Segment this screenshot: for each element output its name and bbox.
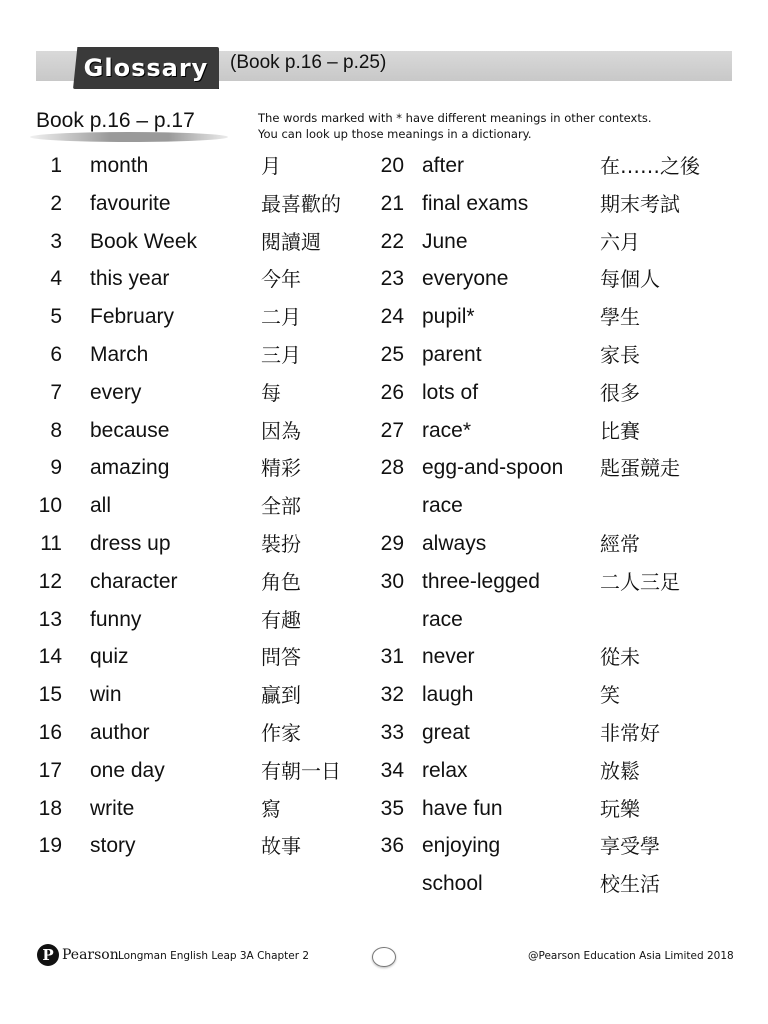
entry-translation: 今年 bbox=[261, 267, 301, 292]
entry-number: 16 bbox=[38, 721, 62, 744]
entry-number: 20 bbox=[380, 154, 404, 177]
entry-word: race bbox=[422, 494, 463, 518]
entry-translation: 匙蛋競走 bbox=[600, 456, 680, 481]
entry-translation: 有朝一日 bbox=[261, 758, 341, 783]
glossary-entry bbox=[0, 755, 768, 787]
glossary-entry bbox=[0, 528, 768, 560]
note bbox=[258, 110, 652, 142]
entry-translation: 玩樂 bbox=[600, 796, 640, 821]
footer-book-title: Longman English Leap 3A Chapter 2 bbox=[118, 950, 310, 962]
entry-word: after bbox=[422, 154, 465, 177]
entry-word: author bbox=[90, 721, 150, 744]
entry-number: 32 bbox=[380, 683, 404, 707]
entry-number: 18 bbox=[38, 796, 62, 820]
entry-word: Book Week bbox=[90, 229, 197, 253]
entry-translation: 二月 bbox=[261, 305, 301, 330]
entry-word: quiz bbox=[90, 645, 129, 669]
entry-translation: 期末考試 bbox=[600, 191, 680, 216]
glossary-entry bbox=[0, 263, 768, 295]
entry-number: 27 bbox=[380, 418, 404, 442]
entry-translation: 三月 bbox=[261, 343, 301, 367]
section-title: Book p.16 – p.17 bbox=[36, 109, 195, 132]
entry-word: story bbox=[90, 834, 136, 858]
entry-translation: 裝扮 bbox=[261, 532, 301, 556]
entry-word: school bbox=[422, 872, 483, 896]
entry-word: because bbox=[90, 418, 170, 442]
entry-translation: 很多 bbox=[600, 380, 640, 405]
entry-number: 34 bbox=[380, 758, 404, 782]
entry-word: write bbox=[90, 796, 135, 820]
entry-translation: 家長 bbox=[600, 343, 640, 367]
entry-word: always bbox=[422, 532, 487, 555]
entry-word: parent bbox=[422, 343, 482, 366]
entry-number: 13 bbox=[38, 607, 62, 631]
entry-translation: 問答 bbox=[261, 645, 301, 670]
entry-word: month bbox=[90, 154, 149, 177]
entry-word: win bbox=[90, 683, 122, 707]
pearson-logo-icon: P bbox=[37, 944, 59, 966]
entry-translation: 最喜歡的 bbox=[261, 191, 341, 216]
glossary-entry bbox=[0, 793, 768, 825]
entry-word: every bbox=[90, 380, 142, 404]
glossary-entry bbox=[0, 301, 768, 333]
entry-number: 26 bbox=[380, 380, 404, 404]
entry-word: lots of bbox=[422, 380, 479, 404]
entry-word: March bbox=[90, 343, 149, 366]
entry-number: 36 bbox=[380, 834, 404, 858]
entry-translation: 享受學 bbox=[600, 834, 660, 859]
glossary-entry bbox=[0, 868, 768, 900]
entry-translation: 笑 bbox=[600, 683, 620, 708]
glossary-entry bbox=[0, 339, 768, 371]
entry-translation: 放鬆 bbox=[600, 758, 640, 783]
entry-translation: 二人三足 bbox=[600, 569, 680, 594]
entry-number: 15 bbox=[38, 683, 62, 707]
entry-number: 29 bbox=[380, 532, 404, 555]
entry-word: final exams bbox=[422, 191, 529, 215]
entry-word: never bbox=[422, 645, 475, 669]
entry-word: favourite bbox=[90, 191, 171, 215]
glossary-entry bbox=[0, 377, 768, 409]
entry-translation: 有趣 bbox=[261, 607, 301, 632]
entry-number: 31 bbox=[380, 645, 404, 669]
entry-word: have fun bbox=[422, 796, 503, 820]
entry-word: egg-and-spoon bbox=[422, 456, 564, 480]
entry-number: 11 bbox=[40, 532, 62, 555]
entry-number: 14 bbox=[38, 645, 62, 669]
entry-number: 24 bbox=[380, 305, 404, 329]
entry-word: dress up bbox=[90, 532, 171, 555]
entry-word: enjoying bbox=[422, 834, 501, 858]
footer-copyright: @Pearson Education Asia Limited 2018 bbox=[528, 950, 734, 962]
entry-translation: 故事 bbox=[261, 834, 301, 859]
entry-number: 28 bbox=[380, 456, 404, 480]
entry-number: 30 bbox=[380, 569, 404, 593]
glossary-entry bbox=[0, 679, 768, 711]
entry-number: 21 bbox=[380, 191, 404, 215]
page-range: (Book p.16 – p.25) bbox=[230, 52, 387, 73]
footer-brand: Pearson bbox=[62, 947, 119, 963]
entry-number: 22 bbox=[380, 229, 404, 253]
glossary-entry bbox=[0, 226, 768, 258]
entry-word: this year bbox=[90, 267, 170, 291]
entry-translation: 月 bbox=[261, 154, 281, 178]
glossary-entry bbox=[0, 641, 768, 673]
entry-translation: 從未 bbox=[600, 645, 640, 670]
glossary-entry bbox=[0, 830, 768, 862]
note-line: The words marked with * have different meanings in other contexts. bbox=[258, 111, 652, 125]
entry-number: 19 bbox=[38, 834, 62, 858]
entry-translation: 因為 bbox=[261, 418, 301, 443]
entry-number: 12 bbox=[38, 569, 62, 593]
entry-number: 9 bbox=[50, 456, 62, 480]
entry-word: three-legged bbox=[422, 569, 540, 593]
entry-translation: 非常好 bbox=[600, 721, 660, 745]
entry-translation: 作家 bbox=[261, 721, 301, 745]
entry-translation: 角色 bbox=[261, 569, 301, 594]
glossary-entry bbox=[0, 452, 768, 484]
glossary-entry bbox=[0, 188, 768, 220]
entry-translation: 經常 bbox=[600, 532, 640, 556]
entry-word: amazing bbox=[90, 456, 170, 480]
entry-translation: 六月 bbox=[600, 229, 640, 254]
entry-translation: 閱讀週 bbox=[261, 229, 321, 254]
entry-word: everyone bbox=[422, 267, 509, 291]
entry-translation: 校生活 bbox=[600, 872, 660, 897]
entry-word: pupil* bbox=[422, 305, 475, 329]
entry-word: one day bbox=[90, 758, 165, 782]
entry-translation: 每個人 bbox=[600, 267, 660, 292]
note-line: You can look up those meanings in a dictionary. bbox=[258, 127, 532, 141]
entry-word: relax bbox=[422, 758, 468, 782]
glossary-entry bbox=[0, 150, 768, 182]
entry-translation: 每 bbox=[261, 380, 281, 405]
entry-word: great bbox=[422, 721, 470, 744]
entry-word: laugh bbox=[422, 683, 474, 707]
entry-word: all bbox=[90, 494, 112, 518]
entry-word: race* bbox=[422, 418, 472, 442]
entry-translation: 寫 bbox=[261, 796, 281, 821]
glossary-entry bbox=[0, 566, 768, 598]
entry-translation: 在……之後 bbox=[600, 154, 700, 178]
glossary-entry bbox=[0, 717, 768, 749]
glossary-entry bbox=[0, 415, 768, 447]
entry-translation: 比賽 bbox=[600, 418, 640, 443]
entry-number: 8 bbox=[50, 418, 62, 442]
entry-word: February bbox=[90, 305, 175, 329]
entry-number: 10 bbox=[38, 494, 62, 518]
entry-number: 7 bbox=[50, 380, 62, 404]
entry-number: 33 bbox=[380, 721, 404, 744]
entry-number: 35 bbox=[380, 796, 404, 820]
glossary-title: Glossary bbox=[83, 54, 209, 82]
entry-translation: 學生 bbox=[600, 305, 640, 330]
glossary-entry bbox=[0, 490, 768, 522]
entry-number: 4 bbox=[50, 267, 62, 291]
entry-number: 17 bbox=[38, 758, 62, 782]
entry-word: funny bbox=[90, 607, 142, 631]
entry-number: 1 bbox=[50, 154, 62, 177]
entry-translation: 精彩 bbox=[261, 456, 301, 481]
page-number-oval bbox=[372, 947, 396, 967]
entry-number: 6 bbox=[50, 343, 62, 366]
entry-translation: 贏到 bbox=[261, 683, 301, 708]
entry-number: 25 bbox=[380, 343, 404, 366]
entry-number: 3 bbox=[50, 229, 62, 253]
glossary-entry bbox=[0, 604, 768, 636]
entry-word: June bbox=[422, 229, 468, 253]
entry-number: 23 bbox=[380, 267, 404, 291]
entry-translation: 全部 bbox=[261, 494, 301, 519]
entry-word: race bbox=[422, 607, 463, 631]
entry-word: character bbox=[90, 569, 178, 593]
entry-number: 5 bbox=[50, 305, 62, 329]
entry-number: 2 bbox=[50, 191, 62, 215]
